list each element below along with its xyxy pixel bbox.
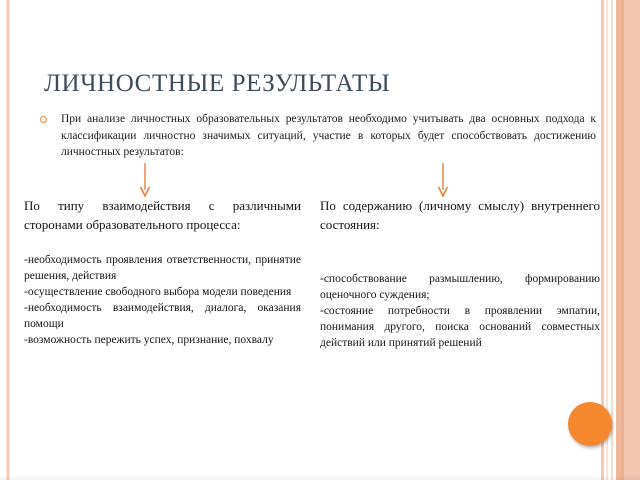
column-right-heading: По содержанию (личному смыслу) внутреннего состояния: xyxy=(320,198,600,232)
page-title: ЛИЧНОСТНЫЕ РЕЗУЛЬТАТЫ xyxy=(44,69,391,97)
band-3 xyxy=(611,0,613,480)
hollow-circle-bullet-icon xyxy=(40,116,47,123)
intro-paragraph: При анализе личностных образовательных результатов необходимо учитывать два основных подхода к классификации личностно значимых ситуаций, участие в которых будет способствовать достижению личностных результатов: xyxy=(61,113,596,158)
intro-bullet-item xyxy=(40,111,596,161)
column-right-body xyxy=(320,271,600,351)
list-item: -необходимость проявления ответственности, принятие решения, действия xyxy=(24,254,301,282)
column-left-heading: По типу взаимодействия с различными сторонами образовательного процесса: xyxy=(24,198,301,232)
left-decorative-rule xyxy=(6,0,10,480)
column-left xyxy=(24,196,301,348)
list-item: -необходимость взаимодействия, диалога, оказания помощи xyxy=(24,302,301,330)
column-left-body xyxy=(24,252,301,348)
list-item: -осуществление свободного выбора модели поведения xyxy=(24,286,292,298)
orange-circle-decoration xyxy=(568,402,612,446)
list-item: -состояние потребности в проявлении эмпатии, понимания другого, поиска оснований совместных действий или принятий решений xyxy=(320,305,600,349)
list-item: -возможность пережить успех, признание, похвалу xyxy=(24,334,274,346)
list-item: -способствование размышлению, формированию оценочного суждения; xyxy=(320,273,600,301)
arrow-down-icon-right xyxy=(436,163,450,197)
slide-bottom-shadow xyxy=(0,474,640,480)
column-right xyxy=(320,196,600,351)
band-6 xyxy=(624,0,640,480)
band-2 xyxy=(606,0,608,480)
arrow-down-icon-left xyxy=(138,163,152,197)
